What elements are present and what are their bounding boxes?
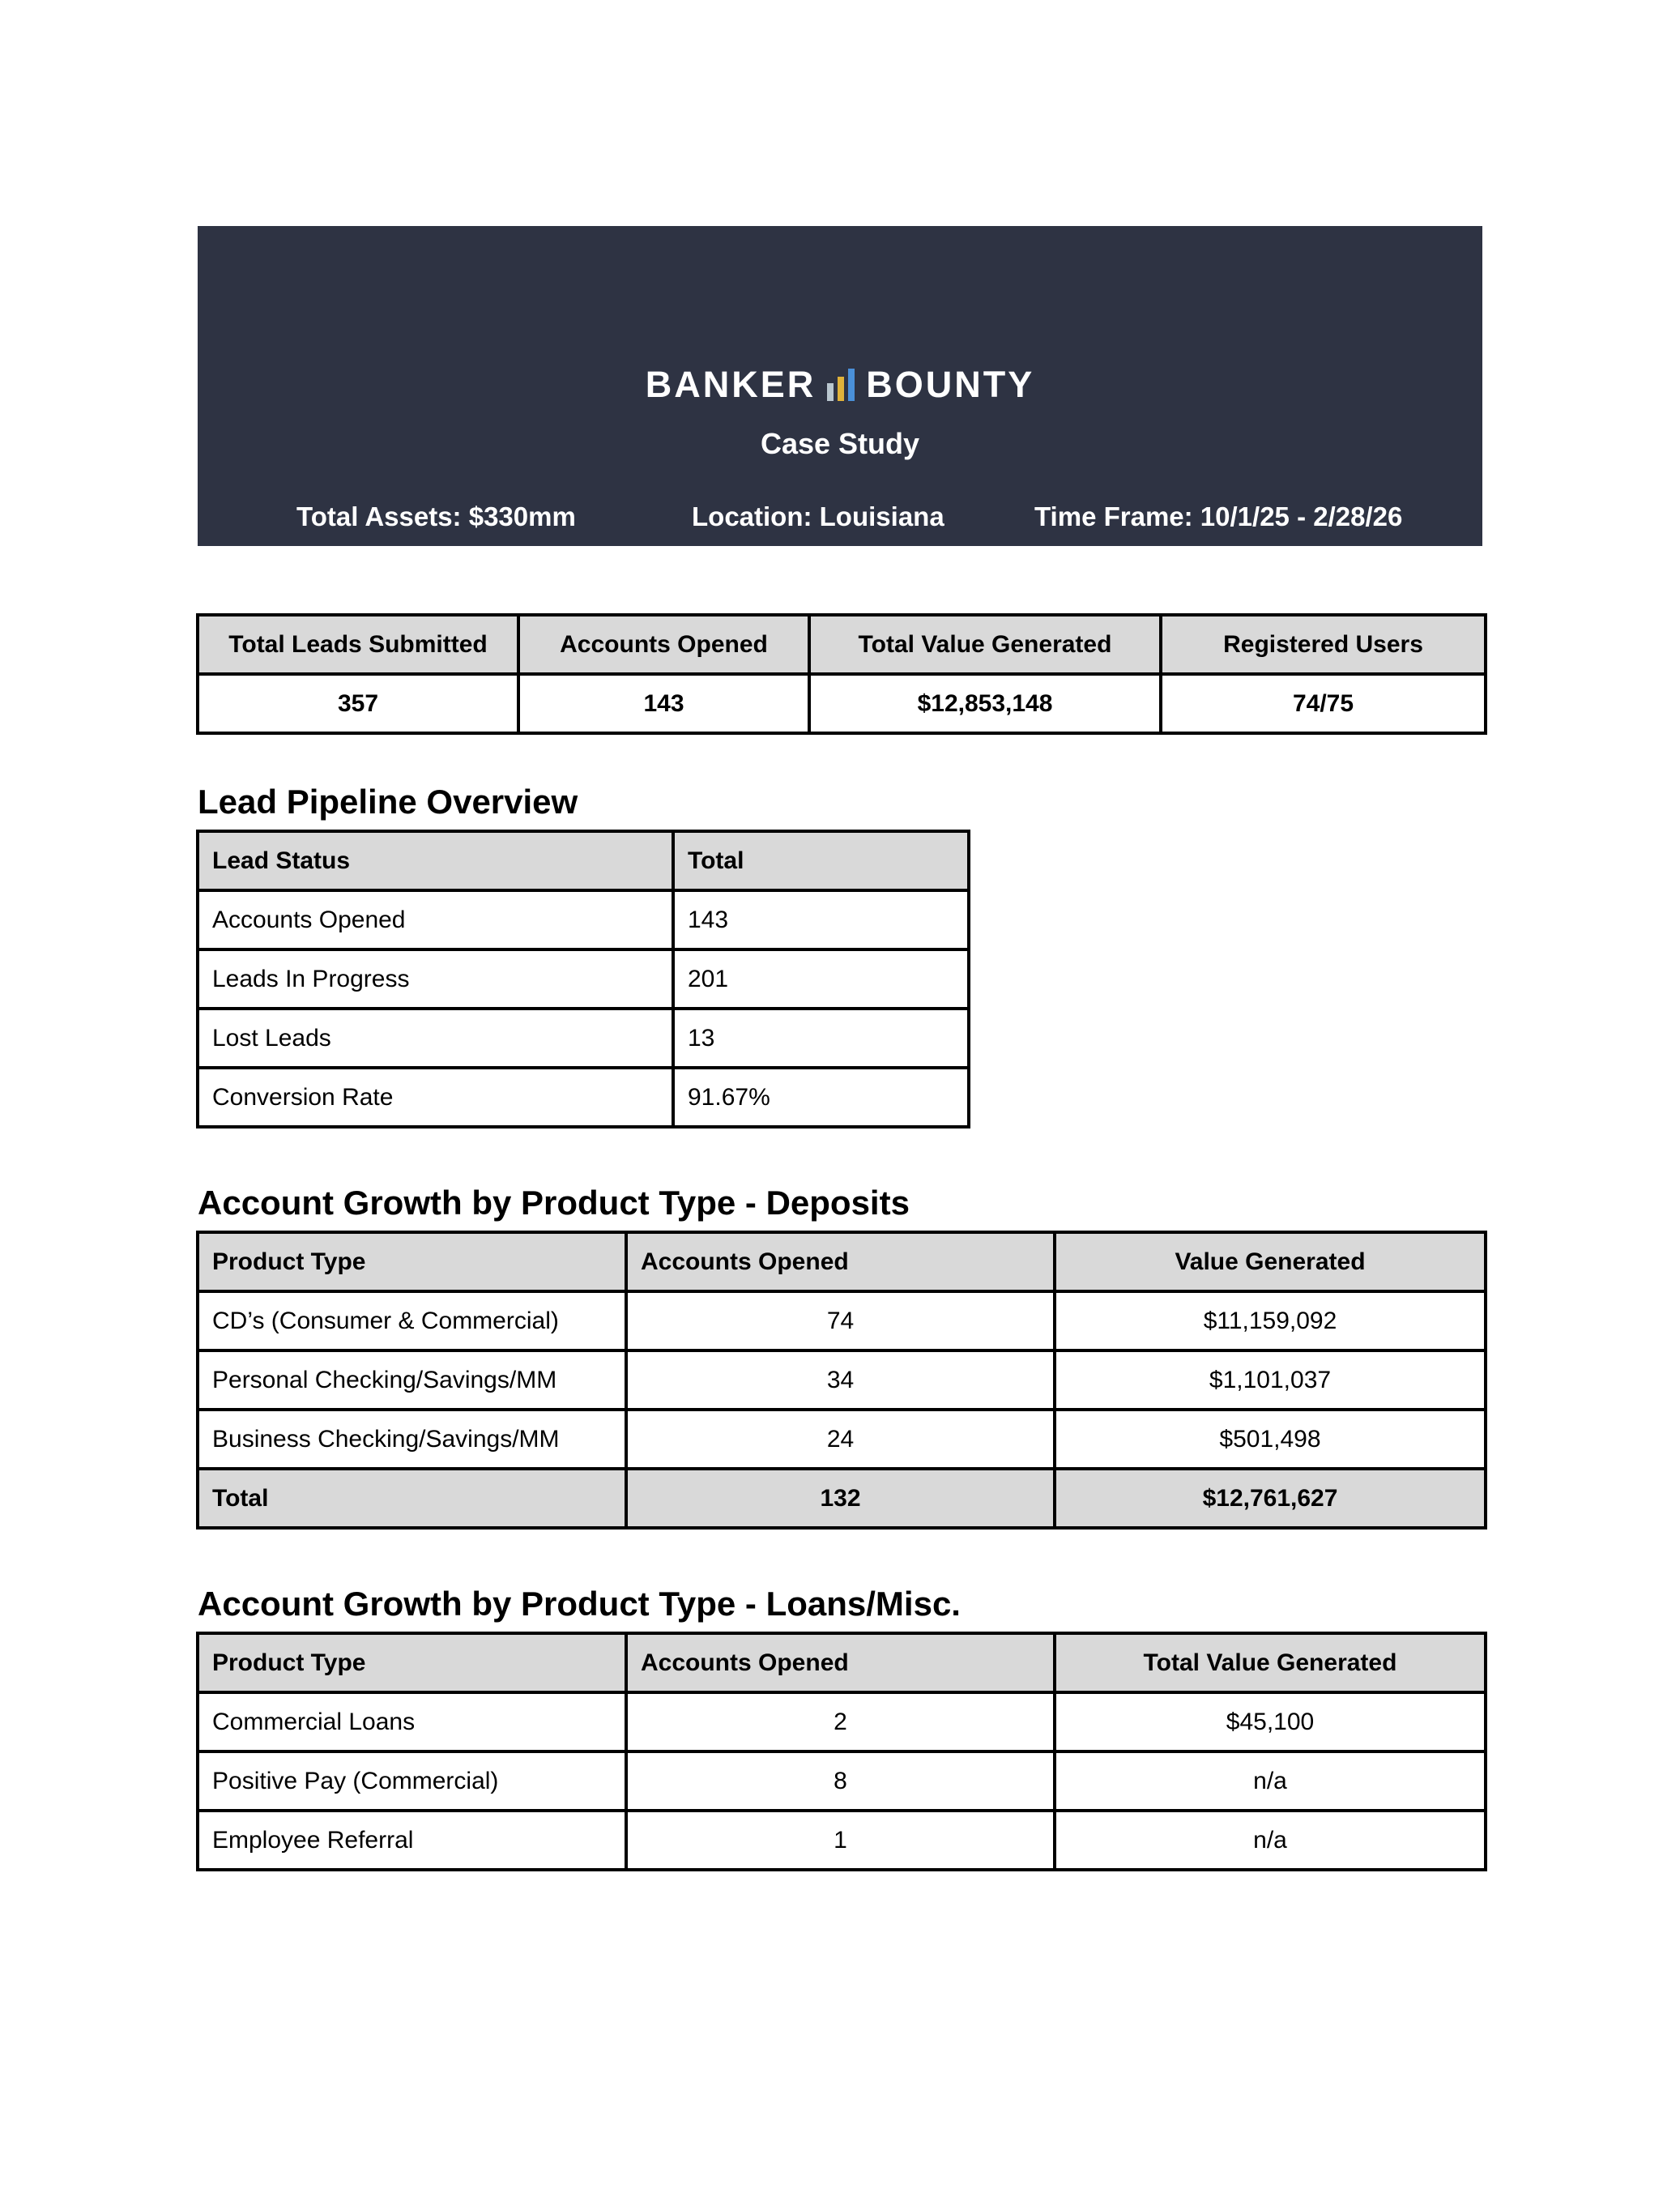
table-cell: Total [198,1469,626,1528]
summary-value-value: $12,853,148 [809,674,1161,733]
table-header-row [198,1232,1486,1291]
table-cell: 143 [673,890,969,949]
table-cell: 132 [626,1469,1055,1528]
table-cell: 2 [626,1692,1055,1751]
document-subtitle: Case Study [760,427,920,460]
table-cell: Business Checking/Savings/MM [198,1410,626,1469]
brand-name-right: BOUNTY [866,364,1035,405]
deposits-table [196,1231,1487,1530]
deposits-header-value: Value Generated [1055,1232,1486,1291]
table-total-row [198,1469,1486,1528]
pipeline-header-status: Lead Status [198,831,673,890]
table-header-row [198,1633,1486,1692]
table-row [198,890,969,949]
loans-header-product: Product Type [198,1633,626,1692]
summary-value-accounts: 143 [518,674,809,733]
summary-table [196,613,1487,735]
header-banner [198,226,1482,546]
table-cell: 1 [626,1811,1055,1870]
table-cell: Commercial Loans [198,1692,626,1751]
table-cell: Employee Referral [198,1811,626,1870]
pipeline-section-title: Lead Pipeline Overview [198,783,578,821]
table-cell: 201 [673,949,969,1009]
table-cell: $45,100 [1055,1692,1486,1751]
table-cell: 91.67% [673,1068,969,1127]
table-row [198,1291,1486,1350]
table-cell: Positive Pay (Commercial) [198,1751,626,1811]
summary-value-users: 74/75 [1161,674,1486,733]
table-header-row [198,831,969,890]
loans-header-accounts: Accounts Opened [626,1633,1055,1692]
loans-header-value: Total Value Generated [1055,1633,1486,1692]
table-cell: 34 [626,1350,1055,1410]
table-cell: n/a [1055,1811,1486,1870]
loans-table [196,1632,1487,1871]
summary-header-value: Total Value Generated [809,615,1161,674]
deposits-header-accounts: Accounts Opened [626,1232,1055,1291]
table-header-row [198,615,1486,674]
table-cell: $1,101,037 [1055,1350,1486,1410]
deposits-header-product: Product Type [198,1232,626,1291]
location: Location: Louisiana [692,501,944,531]
table-cell: n/a [1055,1751,1486,1811]
deposits-section-title: Account Growth by Product Type - Deposits [198,1184,910,1222]
table-row [198,1350,1486,1410]
table-cell: Conversion Rate [198,1068,673,1127]
table-row [198,1410,1486,1469]
table-cell: Personal Checking/Savings/MM [198,1350,626,1410]
table-row [198,1692,1486,1751]
table-cell: CD’s (Consumer & Commercial) [198,1291,626,1350]
time-frame: Time Frame: 10/1/25 - 2/28/26 [1034,501,1403,531]
table-row [198,1068,969,1127]
summary-value-leads: 357 [198,674,518,733]
total-assets: Total Assets: $330mm [296,501,576,531]
summary-header-users: Registered Users [1161,615,1486,674]
brand-logo [198,362,1482,407]
table-row [198,1009,969,1068]
bar-chart-logo-icon [827,369,855,401]
table-cell: $11,159,092 [1055,1291,1486,1350]
brand-name-left: BANKER [645,364,817,405]
table-cell: 74 [626,1291,1055,1350]
table-row [198,1751,1486,1811]
table-row [198,674,1486,733]
table-cell: Accounts Opened [198,890,673,949]
table-cell: 24 [626,1410,1055,1469]
pipeline-table [196,830,970,1128]
pipeline-header-total: Total [673,831,969,890]
table-cell: Lost Leads [198,1009,673,1068]
table-row [198,949,969,1009]
table-cell: 8 [626,1751,1055,1811]
table-cell: 13 [673,1009,969,1068]
table-cell: Leads In Progress [198,949,673,1009]
summary-header-accounts: Accounts Opened [518,615,809,674]
table-cell: $12,761,627 [1055,1469,1486,1528]
loans-section-title: Account Growth by Product Type - Loans/Misc. [198,1585,961,1623]
table-cell: $501,498 [1055,1410,1486,1469]
summary-header-leads: Total Leads Submitted [198,615,518,674]
table-row [198,1811,1486,1870]
